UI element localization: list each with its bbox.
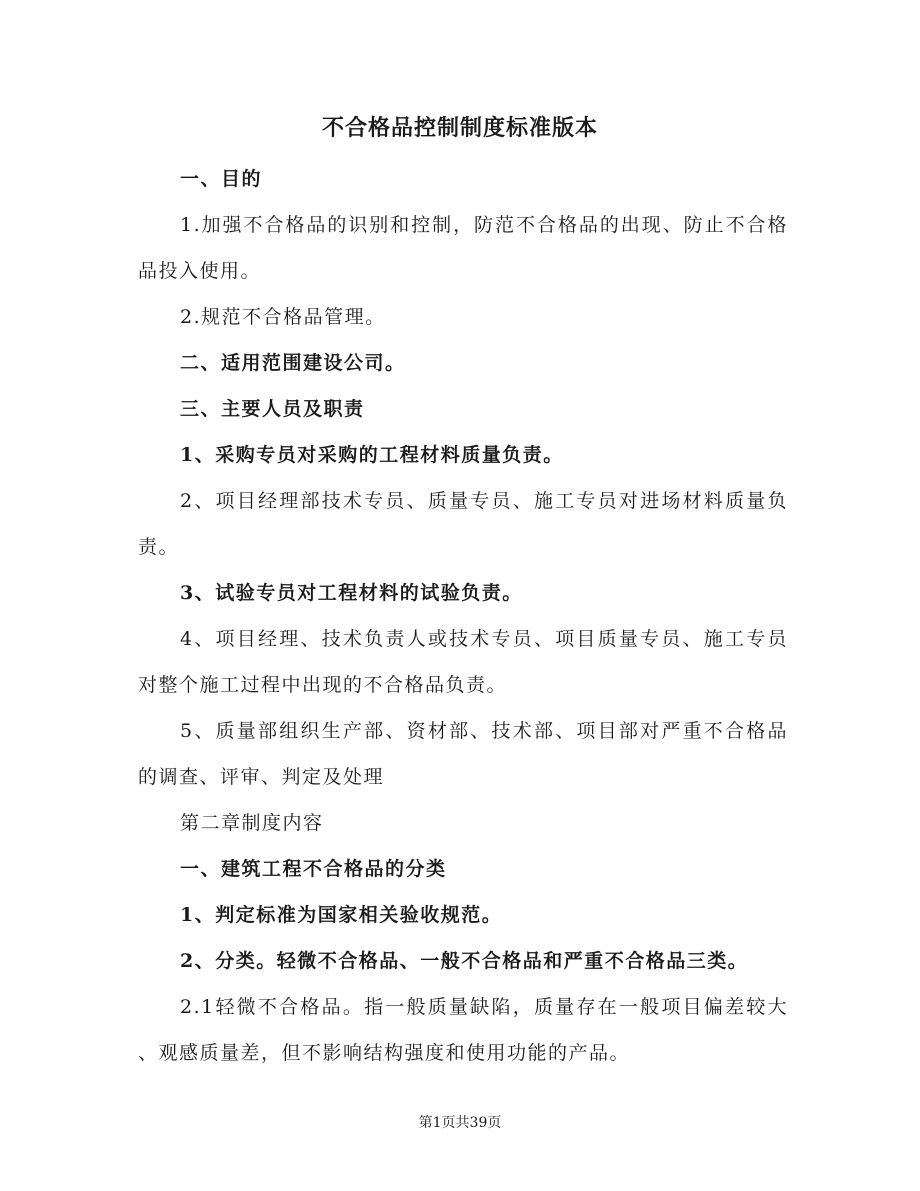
paragraph-line: 4、项目经理、技术负责人或技术专员、项目质量专员、施工专员 bbox=[180, 628, 788, 650]
section-heading-purpose: 一、目的 bbox=[180, 168, 263, 190]
page-footer: 第1页共39页 bbox=[418, 1115, 502, 1131]
document-title: 不合格品控制制度标准版本 bbox=[321, 115, 598, 141]
paragraph-line: 1.加强不合格品的识别和控制，防范不合格品的出现、防止不合格 bbox=[180, 214, 788, 236]
section-heading-scope: 二、适用范围建设公司。 bbox=[180, 352, 406, 374]
paragraph-line: 对整个施工过程中出现的不合格品负责。 bbox=[138, 674, 508, 696]
paragraph-line: 5、质量部组织生产部、资材部、技术部、项目部对严重不合格品 bbox=[180, 720, 788, 742]
paragraph-line: 的调查、评审、判定及处理 bbox=[138, 766, 385, 788]
chapter-heading: 第二章制度内容 bbox=[180, 812, 324, 834]
section-heading-responsibilities: 三、主要人员及职责 bbox=[180, 398, 365, 420]
paragraph-line: 2.规范不合格品管理。 bbox=[180, 306, 386, 328]
paragraph-line: 1、判定标准为国家相关验收规范。 bbox=[180, 904, 503, 926]
paragraph-line: 2.1轻微不合格品。指一般质量缺陷，质量存在一般项目偏差较大 bbox=[180, 996, 788, 1018]
paragraph-line: 品投入使用。 bbox=[138, 260, 262, 282]
paragraph-line: 1、采购专员对采购的工程材料质量负责。 bbox=[180, 444, 564, 466]
paragraph-line: 2、项目经理部技术专员、质量专员、施工专员对进场材料质量负 bbox=[180, 490, 788, 512]
section-heading-classification: 一、建筑工程不合格品的分类 bbox=[180, 858, 447, 880]
paragraph-line: 2、分类。轻微不合格品、一般不合格品和严重不合格品三类。 bbox=[180, 950, 749, 972]
paragraph-line: 责。 bbox=[138, 536, 180, 558]
paragraph-line: 3、试验专员对工程材料的试验负责。 bbox=[180, 582, 523, 604]
paragraph-line: 、观感质量差，但不影响结构强度和使用功能的产品。 bbox=[138, 1042, 631, 1064]
